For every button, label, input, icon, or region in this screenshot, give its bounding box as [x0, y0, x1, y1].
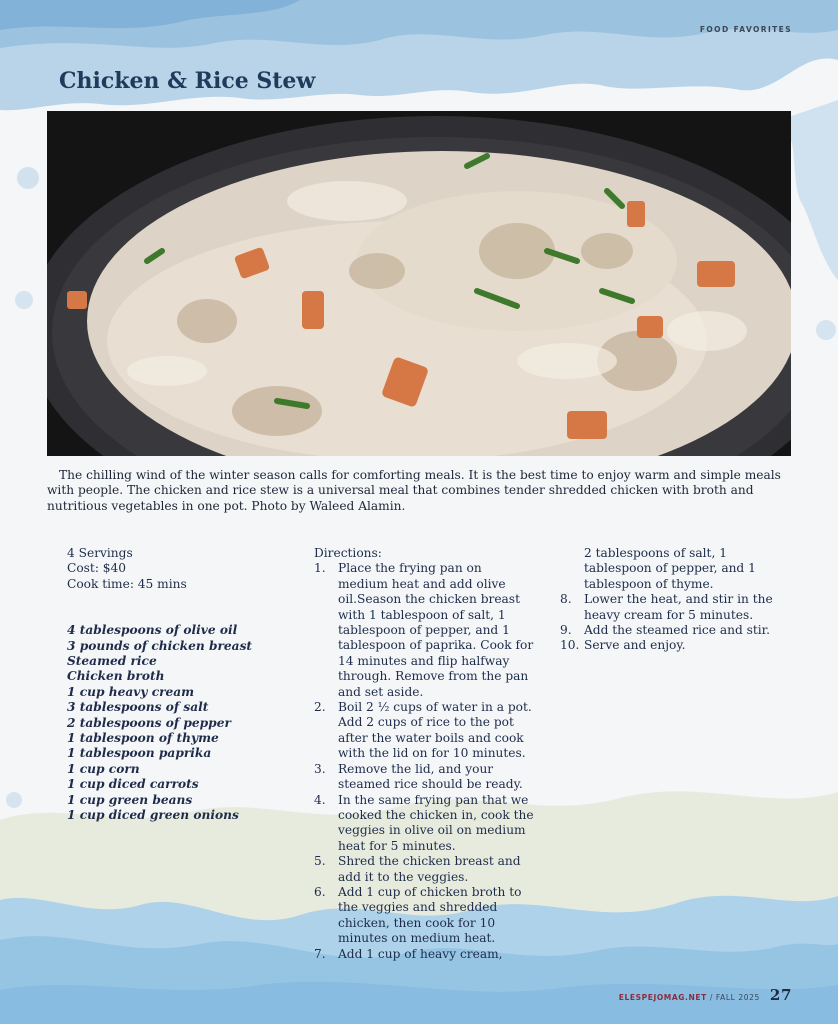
step-number: 1.: [314, 561, 326, 576]
directions-column-continued: [560, 546, 790, 654]
step-text: Serve and enjoy.: [584, 638, 686, 653]
page-footer: [619, 986, 792, 1004]
step-number: 9.: [560, 623, 572, 638]
ingredients-list: [67, 623, 277, 823]
cook-time: Cook time: 45 mins: [67, 576, 187, 591]
direction-step: [560, 592, 790, 623]
direction-step: [314, 793, 534, 855]
direction-step: [560, 623, 790, 638]
ingredient-item: 1 cup corn: [67, 761, 140, 776]
step-text: Boil 2 ½ cups of water in a pot. Add 2 cups of rice to the pot after the water boils and cook with the lid on for 10 minutes.: [338, 700, 532, 761]
step-number: 8.: [560, 592, 572, 607]
cost: Cost: $40: [67, 561, 127, 576]
direction-step: [560, 638, 790, 653]
step-text: Lower the heat, and stir in the heavy cream for 5 minutes.: [584, 592, 773, 622]
ingredient-item: 1 cup heavy cream: [67, 684, 195, 699]
ingredient-item: 3 pounds of chicken breast: [67, 638, 253, 653]
ingredient-item: 4 tablespoons of olive oil: [67, 623, 238, 638]
ingredient-item: 1 tablespoon paprika: [67, 746, 212, 761]
step-text: In the same frying pan that we cooked the chicken in, cook the veggies in olive oil on medium heat for 5 minutes.: [338, 792, 534, 853]
step-number: 3.: [314, 761, 326, 776]
step-number: 10.: [560, 638, 580, 653]
step-text: Place the frying pan on medium heat and add olive oil.Season the chicken breast with 1 tablespoon of salt, 1 tablespoon of pepper, and 1 tablespoon of paprika. Cook for 14 minutes and flip halfway through. Remove from the pan and set aside.: [338, 561, 534, 699]
ingredient-item: Chicken broth: [67, 669, 165, 684]
issue-label: / FALL 2025: [709, 993, 760, 1002]
step-7-continued: 2 tablespoons of salt, 1 tablespoon of pepper, and 1 tablespoon of thyme.: [584, 546, 756, 591]
direction-step: [314, 854, 534, 885]
ingredient-item: 1 tablespoon of thyme: [67, 731, 219, 746]
step-text: Remove the lid, and your steamed rice should be ready.: [338, 761, 523, 792]
step-number: 6.: [314, 884, 326, 899]
ingredient-item: Steamed rice: [67, 654, 157, 669]
step-number: 7.: [314, 946, 326, 961]
recipe-title: Chicken & Rice Stew: [59, 68, 316, 94]
direction-step: [314, 885, 534, 947]
ingredient-item: 1 cup green beans: [67, 792, 193, 807]
page-number: 27: [769, 986, 792, 1004]
site-link[interactable]: ELESPEJOMAG.NET: [618, 993, 707, 1002]
step-text: Shred the chicken breast and add it to the veggies.: [338, 854, 521, 884]
ingredient-item: 3 tablespoons of salt: [67, 700, 209, 715]
servings: 4 Servings: [67, 546, 133, 560]
step-text: Add 1 cup of heavy cream,: [338, 946, 503, 961]
direction-step: [314, 561, 534, 700]
photo-caption: The chilling wind of the winter season calls for comforting meals. It is the best time to enjoy warm and simple meals with people. The chicken and rice stew is a universal meal that combines tender shredded chicken with broth and nutritious vegetables in one pot. Photo by Waleed Alamin.: [47, 468, 781, 513]
direction-step: [314, 700, 534, 762]
directions-heading: Directions:: [314, 546, 382, 560]
ingredient-item: 2 tablespoons of pepper: [67, 715, 231, 730]
step-number: 5.: [314, 854, 326, 869]
directions-column: [314, 546, 534, 962]
step-text: Add 1 cup of chicken broth to the veggies and shredded chicken, then cook for 10 minutes on medium heat.: [338, 884, 522, 946]
recipe-meta: [67, 546, 277, 592]
ingredient-item: 1 cup diced green onions: [67, 808, 239, 823]
recipe-photo: [47, 111, 791, 456]
step-text: Add the steamed rice and stir.: [584, 623, 771, 638]
ingredient-item: 1 cup diced carrots: [67, 777, 199, 792]
section-label: FOOD FAVORITES: [699, 25, 792, 34]
recipe-info-column: [67, 546, 277, 824]
direction-step: [314, 762, 534, 793]
step-number: 2.: [314, 700, 326, 715]
step-number: 4.: [314, 792, 326, 807]
direction-step: [314, 947, 534, 962]
